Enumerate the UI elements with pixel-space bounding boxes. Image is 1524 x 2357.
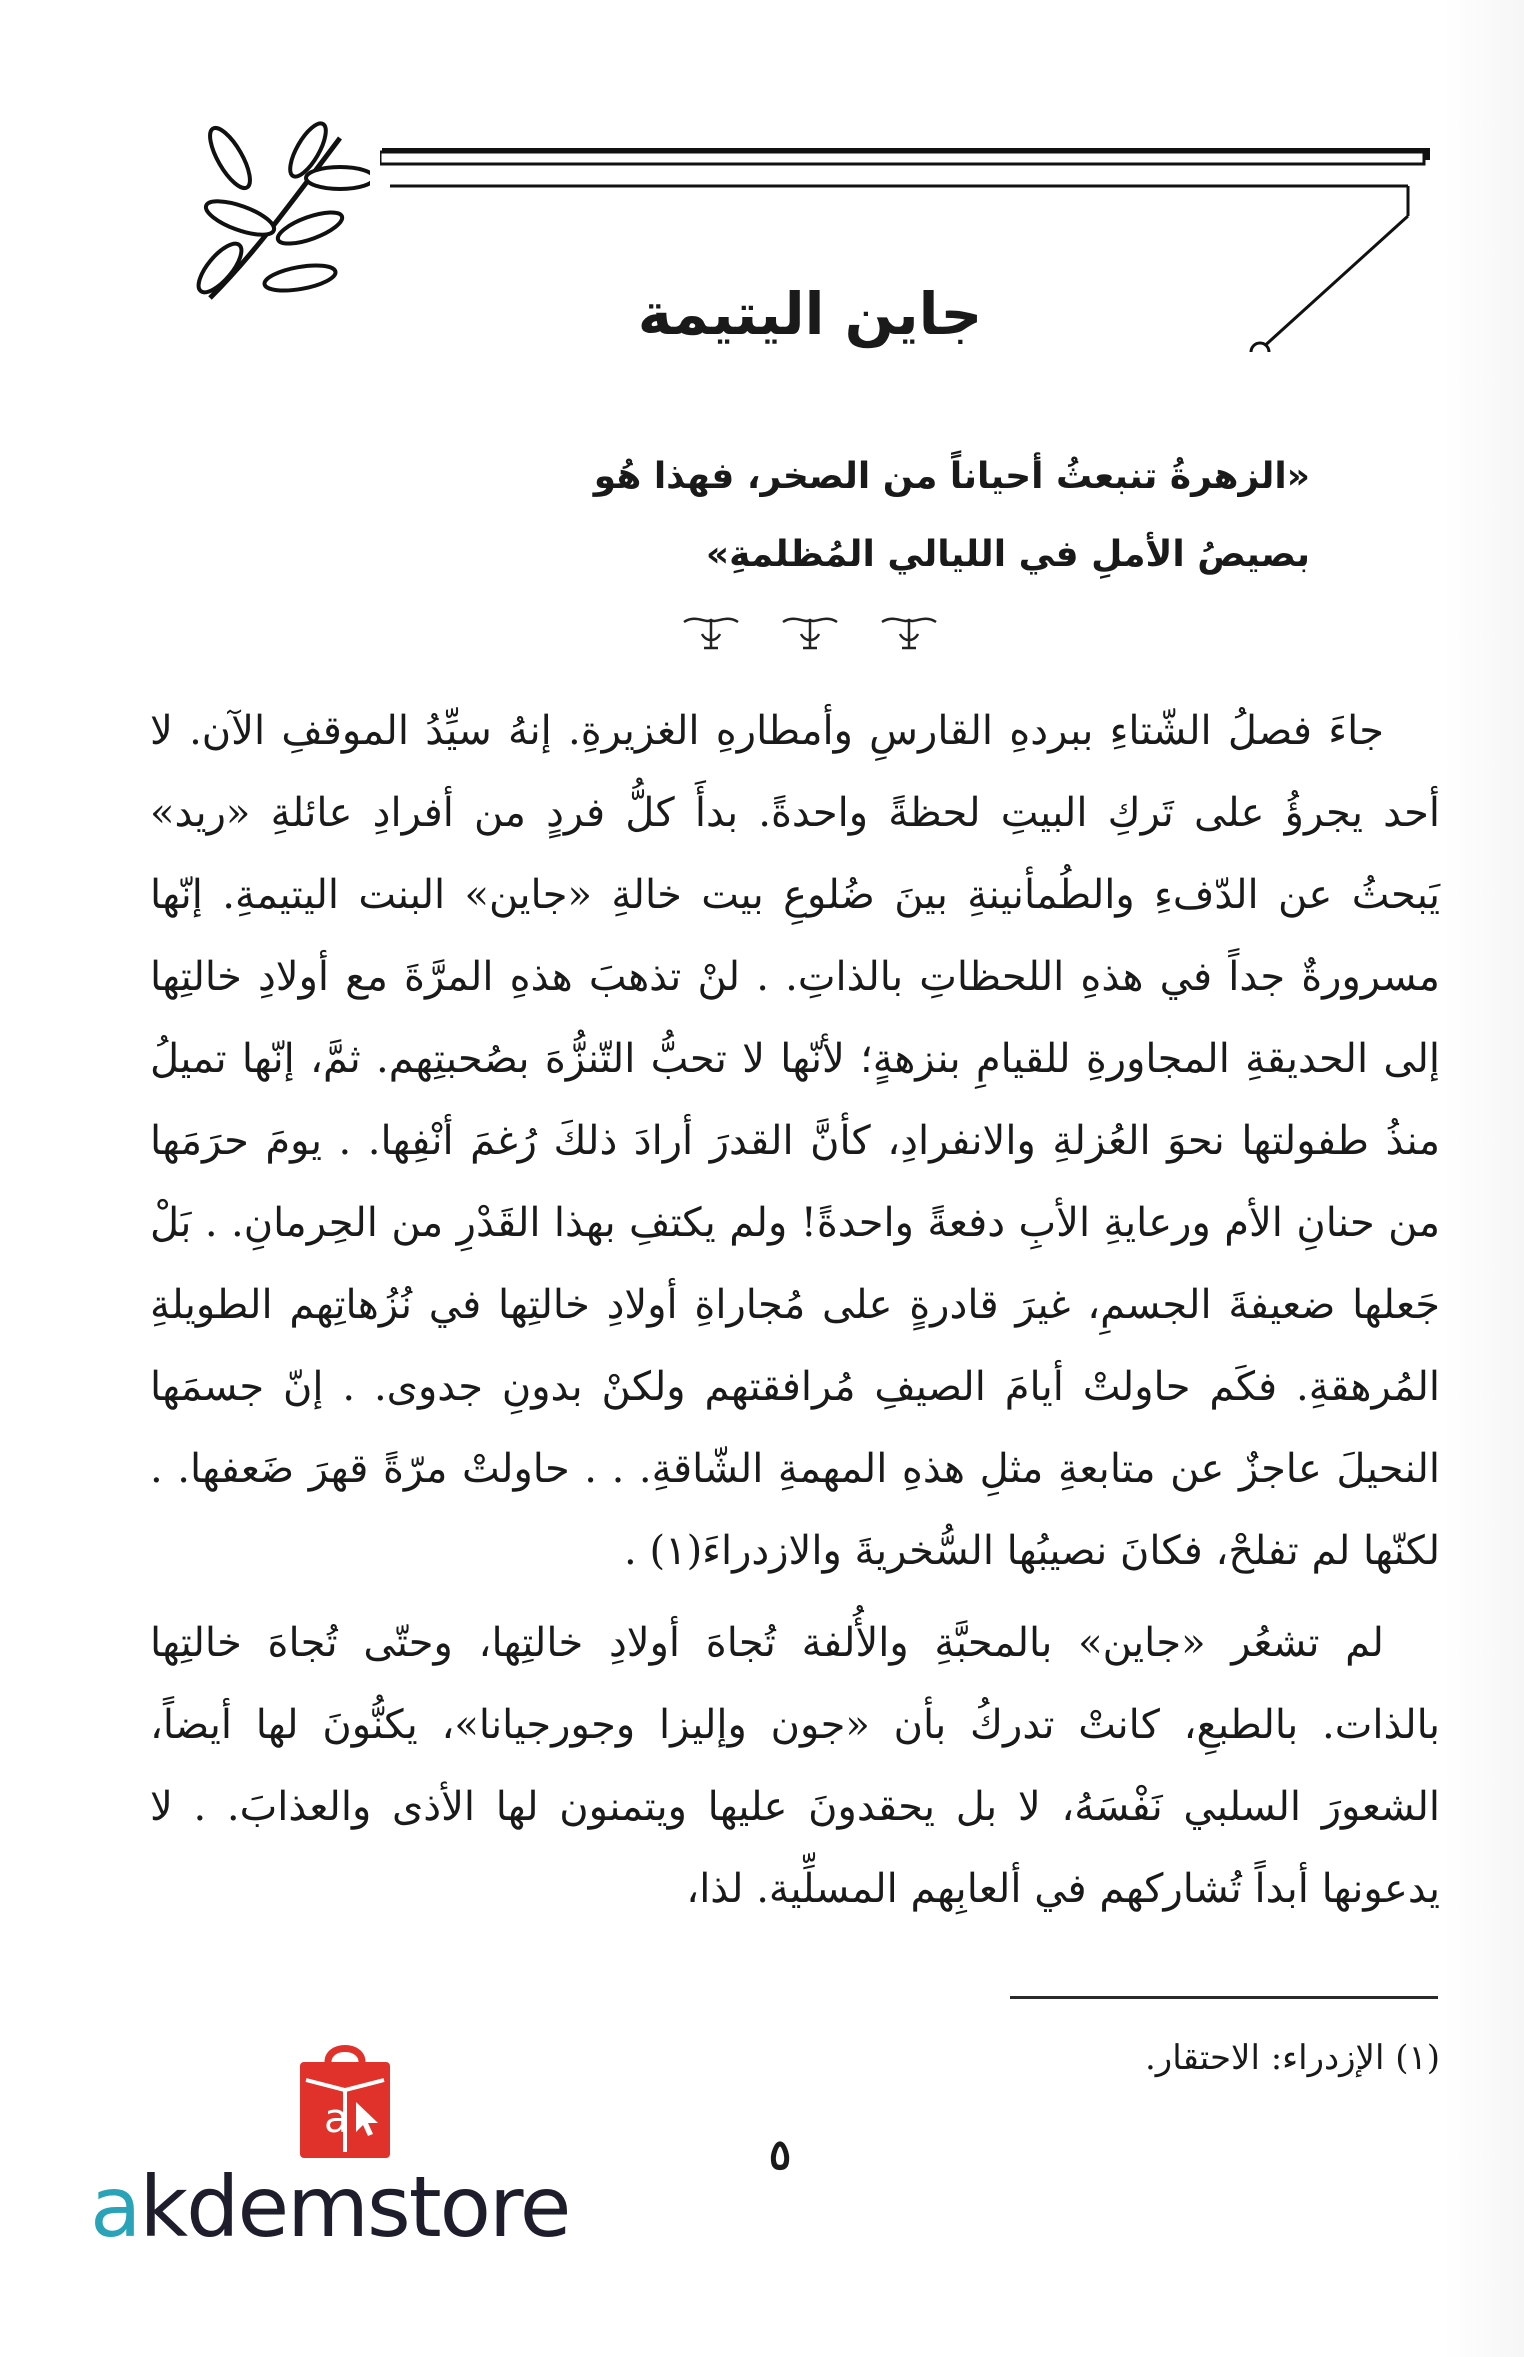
fleuron-icon <box>680 612 742 656</box>
body-text <box>150 690 1440 1930</box>
chapter-title: جاين اليتيمة <box>637 280 983 348</box>
body-paragraph-1: جاءَ فصلُ الشّتاءِ ببردهِ القارسِ وأمطارهِ الغزيرةِ. إنهُ سيِّدُ الموقفِ الآن. لا أحد يجرؤُ على تَركِ البيتِ لحظةً واحدةً. بدأَ كلُّ فردٍ من أفرادِ عائلةِ «ريد» يَبحثُ عن الدّفءِ والطُمأنينةِ بينَ ضُلوعِ بيت خالةِ «جاين» البنت اليتيمةِ. إنّها مسرورةٌ جداً في هذهِ اللحظاتِ بالذاتِ. . لنْ تذهبَ هذهِ المرَّةَ مع أولادِ خالتِها إلى الحديقةِ المجاورةِ للقيامِ بنزهةٍ؛ لأنّها لا تحبُّ التّنزُّهَ بصُحبتِهم. ثمَّ، إنّها تميلُ منذُ طفولتها نحوَ العُزلةِ والانفرادِ، كأنَّ القدرَ أرادَ ذلكَ رُغمَ أنْفِها. . يومَ حرَمَها من حنانِ الأم ورعايةِ الأبِ دفعةً واحدةً! ولم يكتفِ بهذا القَدْرِ من الحِرمانِ. . بَلْ جَعلها ضعيفةَ الجسمِ، غيرَ قادرةٍ على مُجاراةِ أولادِ خالتِها في نُزُهاتِهم الطويلةِ المُرهقةِ. فكَم حاولتْ أيامَ الصيفِ مُرافقتهم ولكنْ بدونِ جدوى. . إنّ جسمَها النحيلَ عاجزٌ عن متابعةِ مثلِ هذهِ المهمةِ الشّاقةِ. . . حاولتْ مرّةً قهرَ ضَعفها. . لكنّها لم تفلحْ، فكانَ نصيبُها السُّخريةَ والازدراءَ(١) . <box>150 708 1440 1574</box>
footnote: (١) الإزدراء: الاحتقار. <box>1144 2038 1440 2078</box>
epigraph-line-2: بصيصُ الأملِ في الليالي المُظلمةِ» <box>705 534 1310 575</box>
fleuron-icon <box>779 612 841 656</box>
olive-branch-icon <box>190 118 370 308</box>
store-name <box>90 2158 569 2256</box>
store-name-accent: a <box>90 2158 140 2256</box>
ornament-divider <box>680 612 940 662</box>
body-paragraph-2: لم تشعُر «جاين» بالمحبَّةِ والأُلفة تُجاهَ أولادِ خالتِها، وحتّى تُجاهَ خالتِها بالذات. بالطبعِ، كانتْ تدركُ بأن «جون وإليزا وجورجيانا»، يكنُّونَ لها أيضاً، الشعورَ السلبي نَفْسَهُ، لا بل يحقدونَ عليها ويتمنون لها الأذى والعذابَ. . لا يدعونها أبداً تُشاركهم في ألعابِهم المسلِّية. لذا، <box>150 1620 1440 1912</box>
store-name-rest: kdemstore <box>139 2158 570 2256</box>
shopping-bag-book-icon <box>290 2040 400 2160</box>
epigraph-line-1: «الزهرةُ تنبعثُ أحياناً من الصخر، فهذا هُو <box>593 456 1310 497</box>
footnote-divider <box>1010 1996 1438 1999</box>
store-logo <box>90 2040 610 2256</box>
page-number: ٥ <box>768 2130 792 2179</box>
page-edge-shadow <box>1444 0 1524 2357</box>
fleuron-icon <box>878 612 940 656</box>
store-icon-letter: a <box>324 2096 349 2142</box>
